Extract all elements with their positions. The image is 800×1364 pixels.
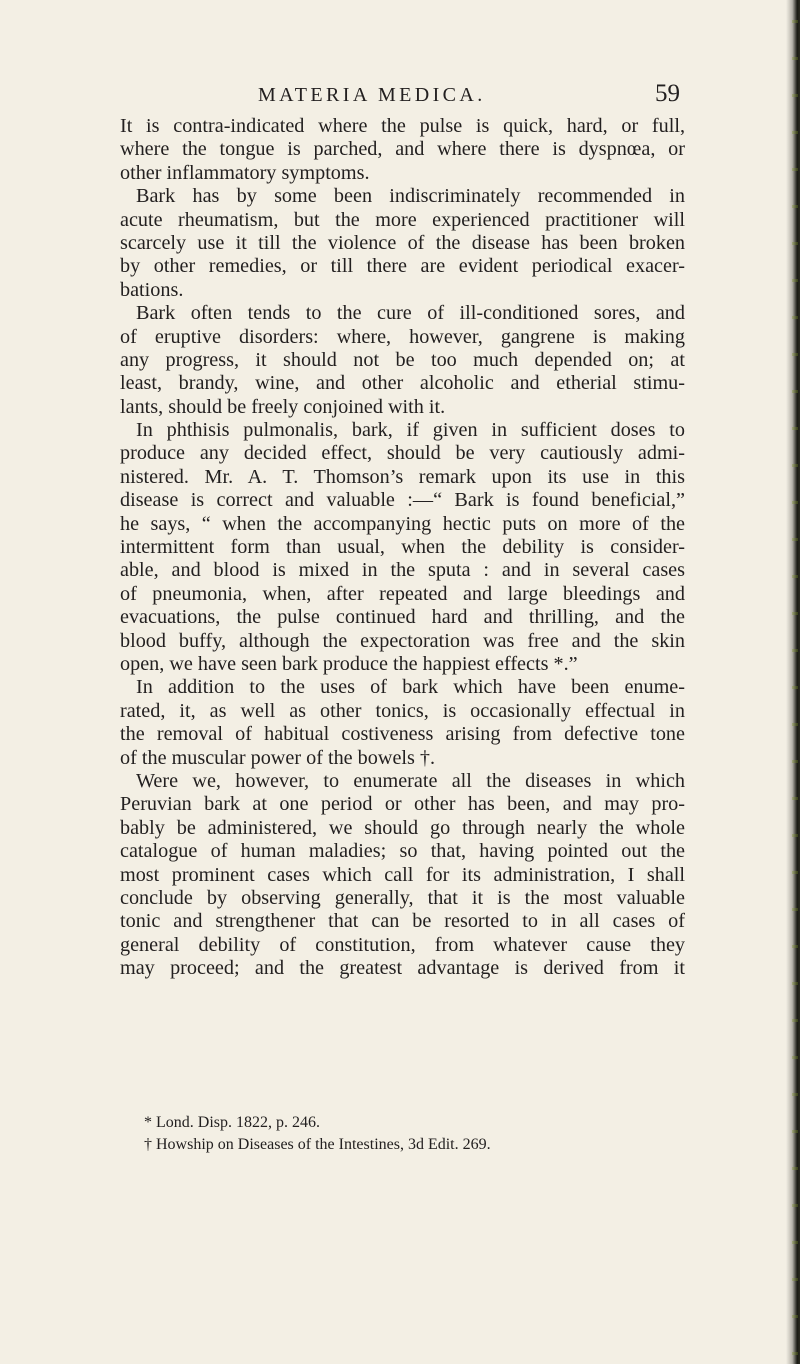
page-number: 59	[655, 80, 680, 107]
text-line: of eruptive disorders: where, however, gangrene is making	[120, 325, 685, 348]
text-line: lants, should be freely conjoined with it.	[120, 395, 446, 418]
text-line: tonic and strengthener that can be resorted to in all cases of	[120, 910, 685, 933]
text-line: general debility of constitution, from whatever cause they	[120, 933, 685, 956]
text-line: bably be administered, we should go through nearly the whole	[120, 816, 685, 839]
text-line: Were we, however, to enumerate all the diseases in which	[136, 769, 685, 792]
text-line: most prominent cases which call for its administration, I shall	[120, 863, 685, 886]
text-line: rated, it, as well as other tonics, is occasionally effectual in	[120, 699, 685, 722]
text-line: It is contra-indicated where the pulse is quick, hard, or full,	[120, 115, 685, 137]
text-line: catalogue of human maladies; so that, having pointed out the	[120, 840, 685, 863]
text-line: where the tongue is parched, and where there is dyspnœa, or	[120, 138, 685, 161]
running-title: MATERIA MEDICA.	[258, 84, 486, 106]
text-line: he says, “ when the accompanying hectic puts on more of the	[120, 512, 685, 535]
text-line: intermittent form than usual, when the debility is consider-	[120, 536, 685, 559]
text-line: bations.	[120, 278, 184, 301]
text-line: acute rheumatism, but the more experienced practitioner will	[120, 208, 685, 231]
text-line: the removal of habitual costiveness arising from defective tone	[120, 723, 685, 746]
text-line: produce any decided effect, should be very cautiously admi-	[120, 442, 685, 465]
text-line: conclude by observing generally, that it is the most valuable	[120, 886, 685, 909]
text-line: may proceed; and the greatest advantage is derived from it	[120, 957, 685, 980]
text-line: Peruvian bark at one period or other has been, and may pro-	[120, 793, 685, 816]
footnote: † Howship on Diseases of the Intestines, 3d Edit. 269.	[144, 1136, 491, 1153]
text-line: open, we have seen bark produce the happiest effects *.”	[120, 652, 578, 675]
text-line: Bark has by some been indiscriminately recommended in	[136, 185, 685, 208]
page-edge-texture	[792, 20, 798, 1360]
text-line: evacuations, the pulse continued hard and thrilling, and the	[120, 606, 685, 629]
text-line: disease is correct and valuable :—“ Bark is found beneficial,”	[120, 489, 685, 512]
text-line: blood buffy, although the expectoration was free and the skin	[120, 629, 685, 652]
text-line: Bark often tends to the cure of ill-conditioned sores, and	[136, 302, 685, 325]
text-line: able, and blood is mixed in the sputa : and in several cases	[120, 559, 685, 582]
text-line: In phthisis pulmonalis, bark, if given in sufficient doses to	[136, 419, 685, 442]
text-line: least, brandy, wine, and other alcoholic and etherial stimu-	[120, 372, 685, 395]
text-line: scarcely use it till the violence of the disease has been broken	[120, 231, 685, 254]
footnote: * Lond. Disp. 1822, p. 246.	[144, 1114, 320, 1131]
footnotes	[120, 1112, 685, 1156]
text-line: In addition to the uses of bark which have been enume-	[136, 676, 685, 699]
page-header	[0, 80, 800, 108]
text-line: other inflammatory symptoms.	[120, 161, 370, 184]
text-line: nistered. Mr. A. T. Thomson’s remark upon its use in this	[120, 465, 685, 488]
text-line: any progress, it should not be too much depended on; at	[120, 348, 685, 371]
text-line: of pneumonia, when, after repeated and large bleedings and	[120, 582, 685, 605]
text-line: by other remedies, or till there are evident periodical exacer-	[120, 255, 685, 278]
body-text	[120, 115, 685, 980]
text-line: of the muscular power of the bowels †.	[120, 746, 436, 769]
